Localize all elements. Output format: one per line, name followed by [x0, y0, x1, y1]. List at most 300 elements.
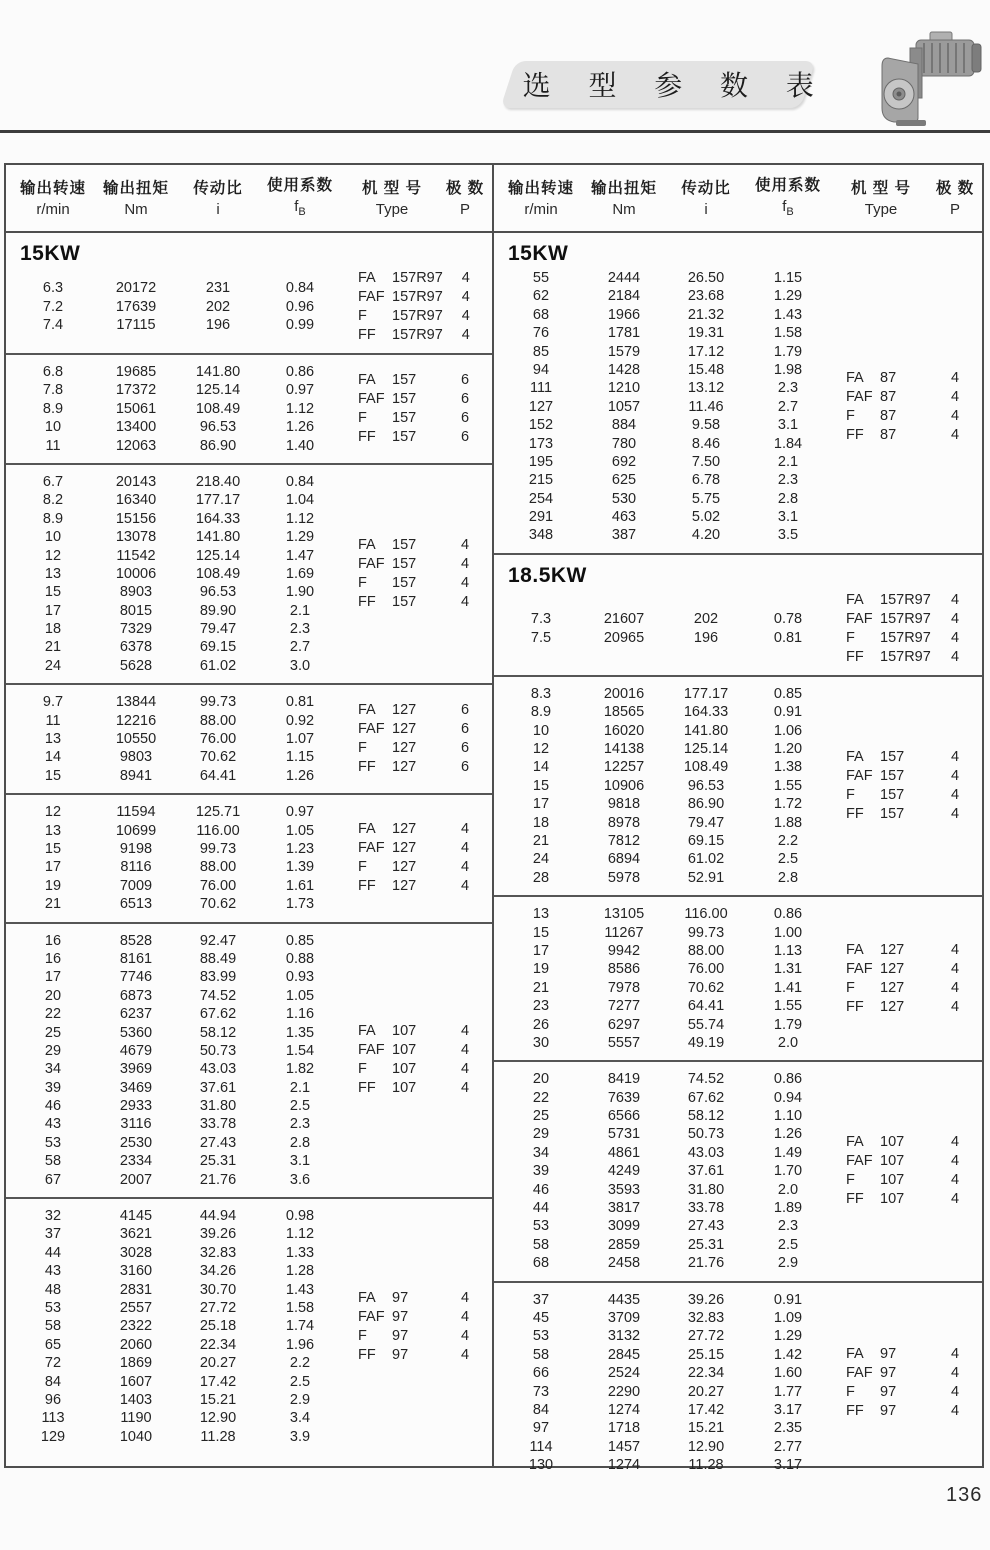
type-label: [830, 629, 932, 648]
header-factor-en: $f_B$: [782, 198, 794, 218]
data-cell: 20.27: [199, 1355, 237, 1372]
data-cell: 1.88: [773, 814, 803, 831]
data-cell: 2.9: [289, 1391, 311, 1408]
data-cell: 6.3: [42, 280, 64, 297]
type-label: [342, 739, 442, 758]
type-row: [342, 1060, 492, 1079]
type-prefix: FA: [846, 1134, 864, 1151]
type-row: [830, 1152, 982, 1171]
type-prefix: FF: [846, 806, 864, 822]
data-cell: 0.97: [285, 804, 315, 821]
data-cell: 7639: [607, 1089, 641, 1106]
type-prefix: F: [358, 409, 367, 426]
poles-value: 4: [950, 629, 960, 646]
data-cell: 27.43: [687, 1218, 725, 1235]
data-cell: 625: [611, 472, 637, 489]
type-row: [342, 307, 493, 326]
poles-value: 4: [950, 369, 960, 386]
data-cell: 58: [532, 1346, 550, 1363]
type-label: [342, 839, 442, 858]
table-section: [494, 1283, 982, 1483]
type-prefix: FA: [358, 1289, 376, 1306]
data-cell: 19.31: [687, 325, 725, 342]
type-size: 157R97: [392, 308, 443, 324]
data-cell: 141.80: [683, 722, 729, 739]
type-row: [342, 428, 492, 447]
data-cell: 7978: [607, 979, 641, 996]
type-size: 87: [880, 369, 897, 386]
data-cell: 22: [44, 1006, 62, 1023]
data-cell: 67.62: [199, 1006, 237, 1023]
poles-value: 4: [460, 537, 470, 554]
data-cell: 1210: [607, 380, 641, 397]
data-cell: 20172: [115, 280, 157, 297]
type-block: [342, 536, 492, 612]
data-cell: 8.9: [42, 400, 64, 417]
data-cell: 8.46: [691, 435, 721, 452]
poles-value: 4: [461, 289, 470, 305]
type-prefix: FAF: [358, 840, 385, 857]
data-cell: 1.54: [285, 1042, 315, 1059]
data-cell: 3.5: [777, 527, 799, 544]
data-cell: 33.78: [199, 1116, 237, 1133]
data-cell: 129: [40, 1428, 66, 1445]
data-cell: 20: [532, 1071, 550, 1088]
section-body: [494, 1291, 982, 1475]
type-size: 157R97: [880, 648, 931, 665]
section-body: [6, 473, 492, 675]
type-label: [342, 409, 442, 428]
header-poles-en: P: [949, 200, 960, 218]
poles-value: 4: [461, 270, 470, 286]
data-cell: 8903: [119, 584, 153, 601]
data-cell: 62: [532, 288, 550, 305]
column-header-type: [342, 177, 442, 220]
type-label: [830, 388, 932, 407]
data-cell: 20.27: [687, 1383, 725, 1400]
data-cell: 53: [532, 1218, 550, 1235]
header-speed-cn: 输出转速: [19, 179, 86, 197]
type-size: 97: [880, 1345, 897, 1362]
type-size: 157: [392, 556, 417, 573]
data-cell: 7.2: [42, 298, 64, 315]
type-row: [830, 1402, 982, 1421]
data-cell: 11.46: [688, 398, 724, 415]
poles-value: 4: [950, 426, 960, 443]
power-heading: 15KW: [508, 242, 569, 265]
data-cell: 52.91: [687, 869, 725, 886]
data-cell: 1.84: [773, 435, 803, 452]
data-cell: 22: [532, 1089, 550, 1106]
header-type-cn: 机 型 号: [361, 179, 423, 197]
type-row: [342, 877, 492, 896]
data-cell: 3709: [607, 1309, 641, 1326]
data-cell: 1457: [607, 1438, 641, 1455]
data-cell: 83.99: [199, 969, 237, 986]
data-cell: 3969: [119, 1061, 153, 1078]
type-block: [342, 1022, 492, 1098]
data-cell: 4679: [119, 1042, 153, 1059]
data-cell: 88.49: [199, 950, 237, 967]
data-cell: 12216: [115, 712, 157, 729]
data-cell: 61.02: [687, 851, 725, 868]
type-size: 107: [392, 1061, 417, 1078]
type-label: [342, 326, 443, 345]
data-cell: 44.94: [199, 1208, 237, 1225]
data-cell: 4145: [119, 1208, 153, 1225]
data-cell: 1.72: [773, 796, 803, 813]
type-label: [830, 998, 932, 1017]
data-cell: 74.52: [199, 987, 237, 1004]
poles-value: 4: [950, 998, 960, 1015]
data-cell: 17: [44, 969, 62, 986]
data-cell: 2.2: [289, 1355, 311, 1372]
data-cell: 25.18: [199, 1318, 237, 1335]
data-cell: 2.5: [289, 1373, 311, 1390]
header-ratio-en: i: [216, 200, 220, 218]
data-cell: 19: [532, 961, 550, 978]
type-row: [342, 593, 492, 612]
type-label: [342, 288, 443, 307]
data-cell: 3.6: [289, 1171, 311, 1188]
data-cell: 86.90: [199, 437, 237, 454]
poles-value: 4: [460, 840, 470, 857]
type-label: [342, 1327, 442, 1346]
data-grid: [12, 803, 342, 913]
type-prefix: FA: [846, 591, 864, 608]
data-cell: 2060: [119, 1336, 153, 1353]
data-cell: 74.52: [687, 1071, 725, 1088]
data-cell: 24: [532, 851, 550, 868]
data-cell: 0.96: [285, 298, 315, 315]
data-cell: 1.26: [285, 767, 315, 784]
poles-value: 4: [460, 1327, 470, 1344]
type-label: [342, 1346, 442, 1365]
data-cell: 0.93: [285, 969, 315, 986]
data-cell: 12063: [115, 437, 157, 454]
data-cell: 164.33: [195, 510, 241, 527]
header-type-en: Type: [864, 200, 898, 218]
data-cell: 8978: [607, 814, 641, 831]
data-cell: 39: [44, 1079, 62, 1096]
data-cell: 43: [44, 1263, 62, 1280]
type-label: [830, 960, 932, 979]
data-cell: 50.73: [199, 1042, 237, 1059]
type-row: [830, 1171, 982, 1190]
poles-value: 4: [950, 806, 960, 822]
data-cell: 1.61: [285, 877, 315, 894]
data-cell: 3.17: [773, 1401, 803, 1418]
type-row: [830, 388, 982, 407]
data-cell: 1.35: [285, 1024, 315, 1041]
type-row: [830, 1383, 982, 1402]
type-label: [830, 1190, 932, 1209]
type-size: 127: [392, 840, 417, 857]
type-block: [342, 701, 492, 777]
data-cell: 202: [205, 298, 231, 315]
data-cell: 125.14: [195, 382, 241, 399]
data-cell: 0.81: [773, 629, 803, 646]
section-body: [6, 693, 492, 785]
data-cell: 20143: [115, 473, 157, 490]
type-size: 127: [392, 859, 417, 876]
type-row: [342, 739, 492, 758]
data-grid: [500, 1070, 830, 1272]
data-cell: 10906: [603, 777, 645, 794]
data-cell: 32.83: [687, 1309, 725, 1326]
type-row: [830, 629, 982, 648]
power-heading: 15KW: [20, 242, 81, 265]
data-cell: 10: [44, 529, 62, 546]
data-cell: 4861: [607, 1144, 641, 1161]
data-cell: 1718: [607, 1420, 641, 1437]
data-cell: 39.26: [687, 1291, 725, 1308]
data-cell: 96.53: [687, 777, 725, 794]
page-title: 选 型 参 数 表: [522, 70, 829, 101]
poles-value: 4: [950, 1345, 960, 1362]
data-cell: 13: [44, 565, 62, 582]
data-cell: 202: [693, 611, 719, 628]
data-cell: 13: [532, 906, 550, 923]
type-row: [830, 998, 982, 1017]
poles-value: 4: [460, 1289, 470, 1306]
selection-table: [4, 163, 984, 1474]
type-prefix: FA: [358, 270, 376, 286]
data-cell: 6566: [607, 1108, 641, 1125]
data-cell: 17: [44, 859, 62, 876]
data-cell: 1.58: [285, 1299, 315, 1316]
poles-value: 4: [950, 1134, 960, 1151]
data-cell: 8528: [119, 932, 153, 949]
type-row: [830, 407, 982, 426]
data-cell: 2845: [607, 1346, 641, 1363]
type-prefix: FA: [358, 821, 376, 838]
data-cell: 45: [532, 1309, 550, 1326]
type-prefix: F: [358, 308, 367, 324]
data-cell: 17.12: [687, 343, 725, 360]
section-body: [494, 591, 982, 667]
data-cell: 1.15: [285, 749, 315, 766]
type-label: [830, 786, 932, 805]
poles-value: 4: [460, 594, 470, 611]
data-cell: 17: [532, 942, 550, 959]
type-label: [830, 748, 932, 767]
data-cell: 2.8: [777, 490, 799, 507]
type-size: 157: [392, 390, 417, 407]
data-cell: 8419: [607, 1071, 641, 1088]
header-factor-cn: 使用系数: [754, 177, 821, 194]
type-prefix: FAF: [846, 1364, 873, 1381]
data-cell: 30: [532, 1034, 550, 1051]
data-cell: 25.31: [199, 1153, 237, 1170]
type-size: 157: [392, 409, 417, 426]
column-header-speed: [500, 177, 582, 220]
type-label: [342, 877, 442, 896]
poles-value: 6: [460, 740, 470, 757]
data-cell: 27.72: [687, 1328, 725, 1345]
data-cell: 7329: [119, 621, 153, 638]
type-row: [342, 1041, 492, 1060]
section-body: [494, 905, 982, 1052]
column-header-ratio: [666, 177, 746, 220]
data-cell: 16: [44, 932, 62, 949]
data-cell: 3.1: [777, 509, 799, 526]
data-cell: 12.90: [199, 1410, 237, 1427]
data-cell: 8941: [119, 767, 153, 784]
data-cell: 53: [44, 1299, 62, 1316]
type-prefix: FF: [358, 759, 376, 776]
data-cell: 21.76: [199, 1171, 237, 1188]
data-cell: 10: [532, 722, 550, 739]
data-cell: 13078: [115, 529, 157, 546]
header-poles-cn: 极 数: [935, 179, 975, 197]
data-cell: 43: [44, 1116, 62, 1133]
data-cell: 67: [44, 1171, 62, 1188]
type-row: [342, 839, 492, 858]
type-row: [830, 1345, 982, 1364]
type-label: [830, 805, 932, 824]
data-cell: 17.42: [199, 1373, 237, 1390]
data-cell: 12: [532, 741, 550, 758]
data-cell: 1.55: [773, 777, 803, 794]
data-cell: 0.86: [773, 906, 803, 923]
data-cell: 1.47: [285, 547, 315, 564]
data-cell: 88.00: [687, 942, 725, 959]
type-size: 107: [392, 1042, 417, 1059]
poles-value: 4: [460, 575, 470, 592]
type-row: [342, 1022, 492, 1041]
data-cell: 7009: [119, 877, 153, 894]
data-grid: [12, 693, 342, 785]
column-header-type: [830, 177, 932, 220]
poles-value: 4: [950, 960, 960, 977]
type-size: 107: [880, 1153, 905, 1170]
data-cell: 125.14: [195, 547, 241, 564]
data-cell: 2184: [607, 288, 641, 305]
data-cell: 8161: [119, 950, 153, 967]
data-grid: [12, 279, 342, 334]
table-header-row: [6, 165, 982, 233]
data-cell: 85: [532, 343, 550, 360]
type-label: [342, 574, 442, 593]
data-cell: 2.1: [289, 1079, 311, 1096]
type-block: [342, 371, 492, 447]
section-body: [494, 685, 982, 887]
data-cell: 8586: [607, 961, 641, 978]
type-label: [342, 390, 442, 409]
data-cell: 20965: [603, 629, 645, 646]
data-cell: 11.28: [688, 1457, 724, 1474]
data-cell: 291: [528, 509, 554, 526]
data-cell: 70.62: [199, 749, 237, 766]
data-cell: 2007: [119, 1171, 153, 1188]
data-cell: 21: [44, 896, 62, 913]
data-cell: 76.00: [199, 731, 237, 748]
data-cell: 1057: [607, 398, 641, 415]
type-size: 107: [880, 1172, 905, 1189]
data-cell: 780: [611, 435, 637, 452]
data-cell: 66: [532, 1365, 550, 1382]
table-section: [494, 677, 982, 897]
data-cell: 130: [528, 1457, 554, 1474]
data-cell: 50.73: [687, 1126, 725, 1143]
data-cell: 254: [528, 490, 554, 507]
data-cell: 2.0: [777, 1034, 799, 1051]
data-cell: 2557: [119, 1299, 153, 1316]
type-label: [342, 593, 442, 612]
type-size: 87: [880, 407, 897, 424]
data-cell: 34.26: [199, 1263, 237, 1280]
type-row: [342, 536, 492, 555]
data-cell: 1781: [607, 325, 641, 342]
data-cell: 177.17: [195, 492, 241, 509]
data-cell: 21.76: [687, 1255, 725, 1272]
data-cell: 6.8: [42, 364, 64, 380]
type-block: [342, 269, 493, 345]
data-cell: 1.26: [773, 1126, 803, 1143]
header-speed-en: r/min: [36, 200, 70, 218]
data-cell: 21: [532, 979, 550, 996]
header-torque-en: Nm: [612, 200, 636, 218]
type-prefix: FF: [846, 1402, 864, 1419]
type-prefix: FAF: [846, 610, 873, 627]
data-cell: 9818: [607, 796, 641, 813]
data-cell: 34: [532, 1144, 550, 1161]
data-grid: [12, 1207, 342, 1446]
data-cell: 7.8: [42, 382, 64, 399]
data-cell: 108.49: [683, 759, 729, 776]
column-header-poles: [442, 177, 492, 220]
poles-value: 4: [950, 648, 960, 665]
type-block: [830, 369, 982, 445]
data-cell: 1190: [120, 1410, 152, 1427]
poles-value: 4: [950, 591, 960, 608]
type-size: 97: [880, 1383, 897, 1400]
type-label: [342, 1289, 442, 1308]
data-cell: 55.74: [687, 1016, 725, 1033]
data-cell: 10: [44, 419, 62, 436]
data-cell: 2.8: [777, 869, 799, 886]
data-cell: 1.43: [773, 306, 803, 323]
poles-value: 4: [950, 388, 960, 405]
gearmotor-illustration: [872, 30, 984, 128]
type-size: 97: [880, 1402, 897, 1419]
type-prefix: FF: [846, 648, 864, 665]
type-prefix: FAF: [358, 721, 385, 738]
data-cell: 2.3: [289, 621, 311, 638]
type-block: [830, 748, 982, 824]
data-cell: 20: [44, 987, 62, 1004]
data-cell: 15: [44, 584, 62, 601]
column-header-service-factor: [258, 174, 342, 222]
data-cell: 79.47: [687, 814, 725, 831]
data-cell: 3160: [119, 1263, 153, 1280]
poles-value: 6: [460, 371, 470, 388]
data-cell: 231: [205, 280, 231, 297]
data-cell: 58.12: [199, 1024, 237, 1041]
data-cell: 2.8: [289, 1134, 311, 1151]
column-header-poles: [932, 177, 982, 220]
type-prefix: FF: [358, 1346, 376, 1363]
type-block: [830, 591, 982, 667]
data-cell: 4249: [607, 1163, 641, 1180]
poles-value: 4: [460, 1346, 470, 1363]
data-cell: 22.34: [199, 1336, 237, 1353]
poles-value: 4: [950, 610, 960, 627]
data-cell: 2.9: [777, 1255, 799, 1272]
poles-value: 4: [950, 768, 960, 784]
data-cell: 4.20: [691, 527, 721, 544]
